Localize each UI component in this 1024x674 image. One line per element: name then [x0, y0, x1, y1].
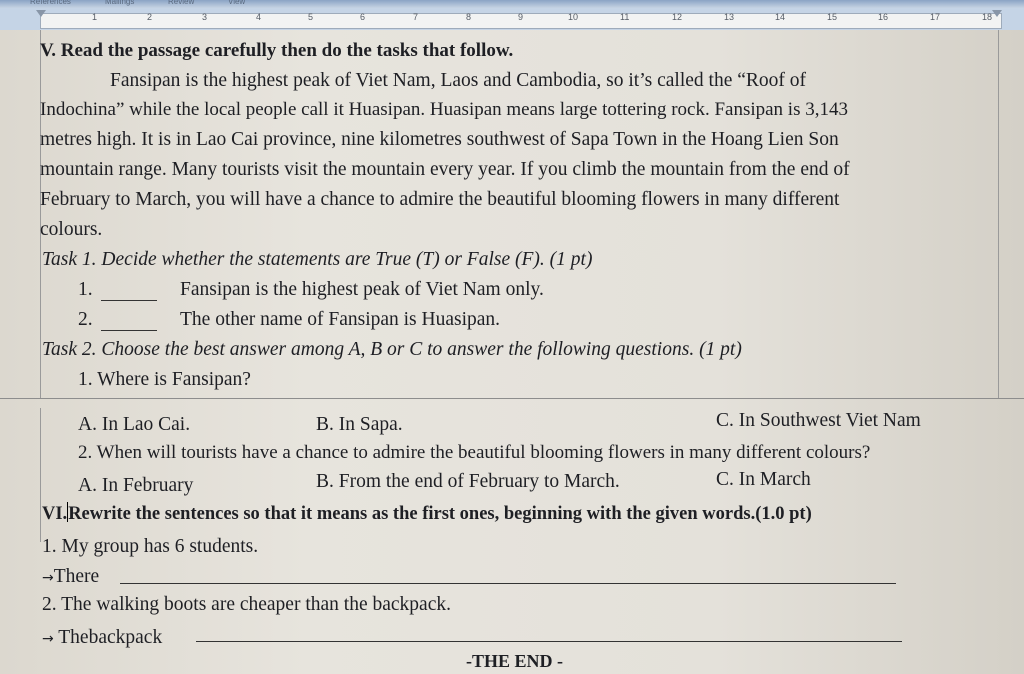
ruler-tick: 11 — [620, 12, 630, 22]
ruler-tick: 6 — [360, 12, 366, 22]
ribbon-tab-references[interactable]: References — [30, 0, 71, 6]
passage-line-3: metres high. It is in Lao Cai province, nine kilometres southwest of Sapa Town in the Hoang Lien Son — [40, 129, 839, 150]
rewrite-prompt-1-word: There — [53, 566, 100, 587]
ruler-tick: 13 — [724, 12, 735, 22]
q2-option-c[interactable]: C. In March — [716, 469, 811, 490]
task-2-heading: Task 2. Choose the best answer among A, B or C to answer the following questions. (1 pt) — [42, 339, 742, 360]
ruler-tick: 14 — [775, 12, 786, 22]
rewrite-sentence-1: 1. My group has 6 students. — [42, 536, 259, 557]
the-end-text: -THE END - — [466, 651, 564, 671]
task-2-question-2: 2. When will tourists have a chance to admire the beautiful blooming flowers in many different colours? — [78, 442, 871, 463]
document-page[interactable] — [0, 30, 1024, 674]
section-5-heading: V. Read the passage carefully then do the tasks that follow. — [40, 40, 514, 61]
ruler-tick: 8 — [466, 12, 472, 22]
task-1-answer-blank[interactable] — [101, 279, 157, 301]
rewrite-prompt-1 — [42, 566, 99, 589]
passage-line-4: mountain range. Many tourists visit the mountain every year. If you climb the mountain from the end of — [40, 159, 850, 180]
q2-option-a[interactable]: A. In February — [78, 475, 194, 496]
ruler-tick: 3 — [202, 12, 208, 22]
arrow-right-icon: → — [42, 570, 54, 586]
task-1-answer-blank[interactable] — [101, 309, 157, 331]
passage-line-1: Fansipan is the highest peak of Viet Nam, Laos and Cambodia, so it’s called the “Roof of — [110, 70, 806, 91]
ruler-tick: 17 — [930, 12, 941, 22]
ruler-indent-marker[interactable] — [36, 10, 46, 17]
ruler-right-margin-marker[interactable] — [992, 10, 1002, 17]
table-left-border — [40, 30, 41, 398]
q1-option-a[interactable]: A. In Lao Cai. — [78, 414, 191, 435]
section-6-heading — [42, 502, 812, 525]
ruler-tick: 9 — [518, 12, 524, 22]
passage-line-5: February to March, you will have a chance to admire the beautiful blooming flowers in many different — [40, 189, 840, 210]
task-2-question-1: 1. Where is Fansipan? — [78, 369, 251, 390]
q1-option-c[interactable]: C. In Southwest Viet Nam — [716, 410, 921, 431]
ruler-tick: 10 — [568, 12, 579, 22]
task-1-statement: Fansipan is the highest peak of Viet Nam only. — [180, 279, 544, 300]
task-1-item-number: 2. — [78, 309, 93, 330]
section-6-instruction: Rewrite the sentences so that it means as the first ones, beginning with the given words.(1.0 pt) — [68, 504, 812, 524]
ribbon-tab-view[interactable]: View — [228, 0, 246, 6]
ruler-tick: 7 — [413, 12, 419, 22]
ruler-tick: 1 — [92, 12, 98, 22]
ruler-tick: 15 — [827, 12, 838, 22]
ribbon-tab-review[interactable]: Review — [168, 0, 195, 6]
passage-line-6: colours. — [40, 219, 103, 240]
ribbon-strip — [0, 0, 1024, 8]
rewrite-sentence-2: 2. The walking boots are cheaper than the backpack. — [42, 594, 451, 615]
ruler-tick: 12 — [672, 12, 683, 22]
task-1-item-number: 1. — [78, 279, 93, 300]
ruler-tick: 4 — [256, 12, 262, 22]
ruler-tick: 5 — [308, 12, 314, 22]
rewrite-answer-line-1[interactable] — [120, 562, 896, 584]
task-1-heading: Task 1. Decide whether the statements are True (T) or False (F). (1 pt) — [42, 249, 593, 270]
ribbon-tab-mailings[interactable]: Mailings — [105, 0, 135, 6]
ruler-tick: 2 — [147, 12, 153, 22]
arrow-right-icon: → — [42, 631, 54, 647]
rewrite-prompt-2 — [42, 627, 162, 650]
rewrite-answer-line-2[interactable] — [196, 620, 902, 642]
section-6-number: VI. — [42, 504, 68, 524]
passage-line-2: Indochina” while the local people call it Huasipan. Huasipan means large tottering rock. Fansipan is 3,143 — [40, 99, 848, 120]
q2-option-b[interactable]: B. From the end of February to March. — [316, 471, 620, 492]
ruler-tick: 16 — [878, 12, 889, 22]
task-1-statement: The other name of Fansipan is Huasipan. — [180, 309, 501, 330]
ruler-tick: 18 — [982, 12, 993, 22]
horizontal-ruler[interactable] — [0, 8, 1024, 31]
rewrite-prompt-2-word: Thebackpack — [58, 627, 163, 648]
page-break-line — [0, 398, 1024, 399]
q1-option-b[interactable]: B. In Sapa. — [316, 414, 403, 435]
table-left-border-lower — [40, 408, 41, 542]
